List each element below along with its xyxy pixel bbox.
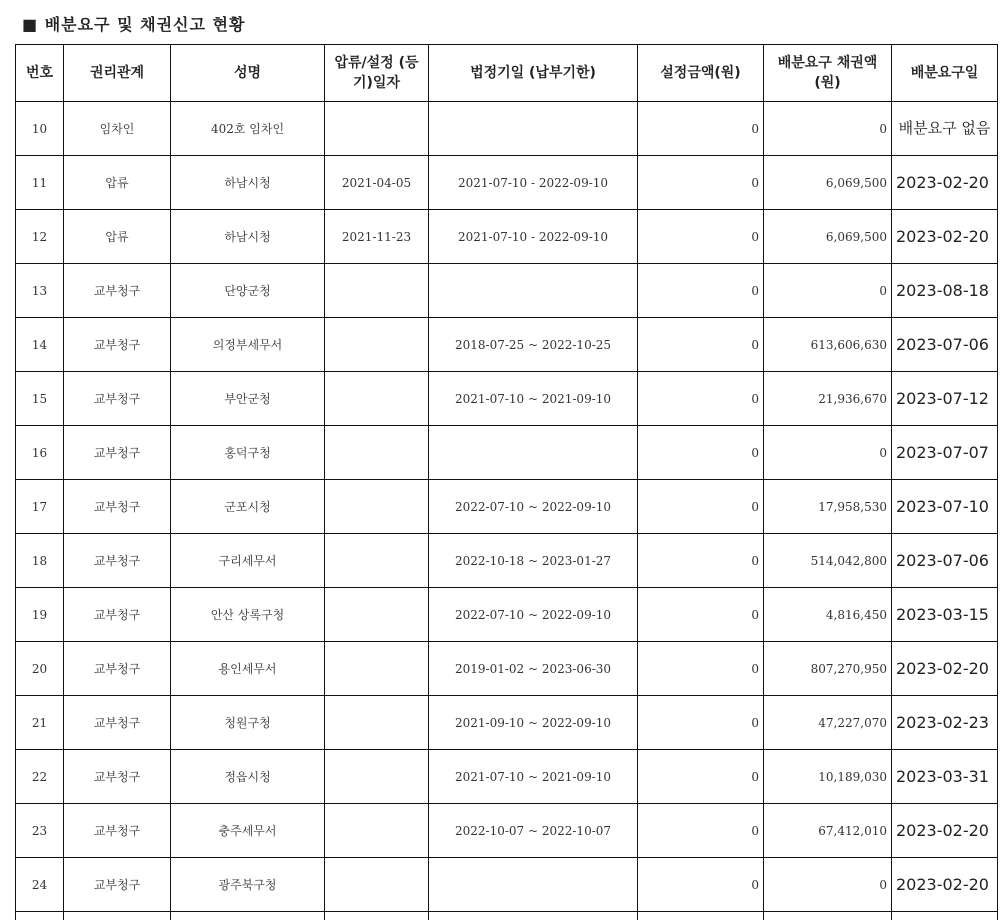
cell-claim-amount: 0 xyxy=(764,858,892,912)
cell-name: 하남시청 xyxy=(171,210,325,264)
cell-claim-date: 2023-07-06 xyxy=(892,318,998,372)
cell-set-amount: 0 xyxy=(638,264,764,318)
cell-name: 안산 상록구청 xyxy=(171,588,325,642)
cell-right: 교부청구 xyxy=(64,318,171,372)
table-row xyxy=(16,642,998,696)
cell-claim-date: 2023-02-20 xyxy=(892,642,998,696)
cell-claim-amount: 807,270,950 xyxy=(764,642,892,696)
cell-legal-date: 2022-07-10 ~ 2022-09-10 xyxy=(429,480,638,534)
header-set-amount: 설정금액(원) xyxy=(638,45,764,102)
table-row xyxy=(16,156,998,210)
cell-seize-date xyxy=(325,858,429,912)
cell-name: 충주세무서 xyxy=(171,804,325,858)
cell-name: 하남시청 xyxy=(171,156,325,210)
cell-no: 18 xyxy=(16,534,64,588)
table-row xyxy=(16,750,998,804)
cell-claim-date: 2023-07-10 xyxy=(892,480,998,534)
cell-legal-date xyxy=(429,264,638,318)
cell-claim-amount: 67,412,010 xyxy=(764,804,892,858)
cell-right: 교부청구 xyxy=(64,696,171,750)
table-row xyxy=(16,804,998,858)
cell-right: 교부청구 xyxy=(64,534,171,588)
cell-claim-amount: 613,606,630 xyxy=(764,318,892,372)
table-row xyxy=(16,534,998,588)
cell-legal-date: 2021-07-10 - 2022-09-10 xyxy=(429,156,638,210)
header-claim-amount: 배분요구 채권액(원) xyxy=(764,45,892,102)
cell-legal-date: 2022-10-18 ~ 2023-01-27 xyxy=(429,534,638,588)
cell-right: 교부청구 xyxy=(64,642,171,696)
cell-legal-date xyxy=(429,858,638,912)
cell-legal-date: 2018-07-25 ~ 2022-10-25 xyxy=(429,318,638,372)
cell-set-amount: 0 xyxy=(638,102,764,156)
cell-claim-amount: 0 xyxy=(764,102,892,156)
cell-legal-date: 2021-07-10 - 2022-09-10 xyxy=(429,210,638,264)
cell-right: 교부청구 xyxy=(64,480,171,534)
cell-claim-date: 2023-08-18 xyxy=(892,264,998,318)
cell-claim-amount: 47,227,070 xyxy=(764,696,892,750)
cell-claim-amount: 514,042,800 xyxy=(764,534,892,588)
table-row xyxy=(16,264,998,318)
header-claim-date: 배분요구일 xyxy=(892,45,998,102)
cell-name: 단양군청 xyxy=(171,264,325,318)
cell-set-amount: 0 xyxy=(638,210,764,264)
cell-legal-date: 2021-09-10 ~ 2022-09-10 xyxy=(429,696,638,750)
cell-set-amount: 0 xyxy=(638,750,764,804)
cell-no: 24 xyxy=(16,858,64,912)
cell-name: 군포시청 xyxy=(171,480,325,534)
cell-set-amount: 0 xyxy=(638,858,764,912)
cell-claim-date: 2023-02-23 xyxy=(892,696,998,750)
cell-legal-date: 2022-10-07 ~ 2022-10-07 xyxy=(429,804,638,858)
cell-set-amount: 0 xyxy=(638,696,764,750)
cell-no: 22 xyxy=(16,750,64,804)
cell-no: 16 xyxy=(16,426,64,480)
cell-set-amount: 0 xyxy=(638,318,764,372)
cell-claim-amount: 21,936,670 xyxy=(764,372,892,426)
distribution-claims-table xyxy=(15,44,998,920)
cell-right: 압류 xyxy=(64,156,171,210)
cell-set-amount: 0 xyxy=(638,534,764,588)
header-right: 권리관계 xyxy=(64,45,171,102)
cell-name: 청원구청 xyxy=(171,696,325,750)
cell-name: 부안군청 xyxy=(171,372,325,426)
cell-name: 홍덕구청 xyxy=(171,426,325,480)
cell-seize-date xyxy=(325,696,429,750)
cell-right: 교부청구 xyxy=(64,264,171,318)
table-row xyxy=(16,696,998,750)
cell-right: 압류 xyxy=(64,210,171,264)
cell-claim-date: 2023-02-20 xyxy=(892,804,998,858)
cell-set-amount: 0 xyxy=(638,372,764,426)
cell-seize-date xyxy=(325,804,429,858)
header-no: 번호 xyxy=(16,45,64,102)
cell-claim-amount: 0 xyxy=(764,426,892,480)
cell-name: 의정부세무서 xyxy=(171,318,325,372)
table-row xyxy=(16,588,998,642)
cell-claim-date: 2023-07-12 xyxy=(892,372,998,426)
table-row xyxy=(16,858,998,912)
cell-legal-date: 2021-07-10 ~ 2021-09-10 xyxy=(429,372,638,426)
cell-seize-date xyxy=(325,426,429,480)
cell-claim-date: 2023-07-07 xyxy=(892,426,998,480)
header-name: 성명 xyxy=(171,45,325,102)
cell-claim-amount: 4,816,450 xyxy=(764,588,892,642)
cell-seize-date xyxy=(325,318,429,372)
cell-legal-date: 2022-07-10 ~ 2022-09-10 xyxy=(429,588,638,642)
cell-claim-date: 2023-02-20 xyxy=(892,858,998,912)
cell-name: 용인세무서 xyxy=(171,642,325,696)
cell-seize-date xyxy=(325,480,429,534)
header-seize-date: 압류/설정 (등기)일자 xyxy=(325,45,429,102)
cell-name: 정읍시청 xyxy=(171,750,325,804)
cell-claim-date: 2023-02-20 xyxy=(892,210,998,264)
cell-no: 17 xyxy=(16,480,64,534)
table-row xyxy=(16,372,998,426)
table-row xyxy=(16,102,998,156)
cell-claim-date: 2023-03-31 xyxy=(892,750,998,804)
cell-right: 임차인 xyxy=(64,102,171,156)
cell-seize-date xyxy=(325,750,429,804)
cell-claim-date: 2023-02-20 xyxy=(892,156,998,210)
table-row xyxy=(16,318,998,372)
table-row xyxy=(16,210,998,264)
cell-set-amount: 0 xyxy=(638,156,764,210)
cell-claim-amount: 17,958,530 xyxy=(764,480,892,534)
cell-claim-amount: 6,069,500 xyxy=(764,156,892,210)
cell-set-amount: 0 xyxy=(638,426,764,480)
cell-right: 교부청구 xyxy=(64,858,171,912)
cell-right: 교부청구 xyxy=(64,804,171,858)
cell-no: 19 xyxy=(16,588,64,642)
cell-set-amount: 0 xyxy=(638,642,764,696)
cell-name: 402호 임차인 xyxy=(171,102,325,156)
table-header-row xyxy=(16,45,998,102)
cell-seize-date: 2021-11-23 xyxy=(325,210,429,264)
cell-set-amount: 0 xyxy=(638,804,764,858)
table-row xyxy=(16,426,998,480)
section-title: ■ 배분요구 및 채권신고 현황 xyxy=(22,12,245,35)
cell-seize-date xyxy=(325,102,429,156)
cell-right: 교부청구 xyxy=(64,588,171,642)
cell-set-amount: 0 xyxy=(638,480,764,534)
cell-claim-date: 배분요구 없음 xyxy=(892,102,998,156)
cell-claim-amount: 0 xyxy=(764,264,892,318)
cell-seize-date xyxy=(325,642,429,696)
cell-legal-date xyxy=(429,426,638,480)
cell-no: 10 xyxy=(16,102,64,156)
cell-claim-amount: 10,189,030 xyxy=(764,750,892,804)
cell-seize-date xyxy=(325,534,429,588)
cell-claim-date: 2023-07-06 xyxy=(892,534,998,588)
cell-claim-amount: 6,069,500 xyxy=(764,210,892,264)
cell-seize-date xyxy=(325,372,429,426)
cell-seize-date: 2021-04-05 xyxy=(325,156,429,210)
cell-legal-date: 2021-07-10 ~ 2021-09-10 xyxy=(429,750,638,804)
cell-seize-date xyxy=(325,264,429,318)
cell-no: 21 xyxy=(16,696,64,750)
cell-no: 13 xyxy=(16,264,64,318)
cell-no: 20 xyxy=(16,642,64,696)
cell-right: 교부청구 xyxy=(64,372,171,426)
cell-legal-date: 2019-01-02 ~ 2023-06-30 xyxy=(429,642,638,696)
header-legal-date: 법정기일 (납부기한) xyxy=(429,45,638,102)
cell-no: 15 xyxy=(16,372,64,426)
cell-no: 14 xyxy=(16,318,64,372)
cell-right: 교부청구 xyxy=(64,426,171,480)
cell-seize-date xyxy=(325,588,429,642)
cell-legal-date xyxy=(429,102,638,156)
cell-set-amount: 0 xyxy=(638,588,764,642)
cell-name: 광주북구청 xyxy=(171,858,325,912)
cell-name: 구리세무서 xyxy=(171,534,325,588)
cell-claim-date: 2023-03-15 xyxy=(892,588,998,642)
cell-no: 23 xyxy=(16,804,64,858)
table-row xyxy=(16,480,998,534)
cell-no: 11 xyxy=(16,156,64,210)
cell-no: 12 xyxy=(16,210,64,264)
cell-right: 교부청구 xyxy=(64,750,171,804)
